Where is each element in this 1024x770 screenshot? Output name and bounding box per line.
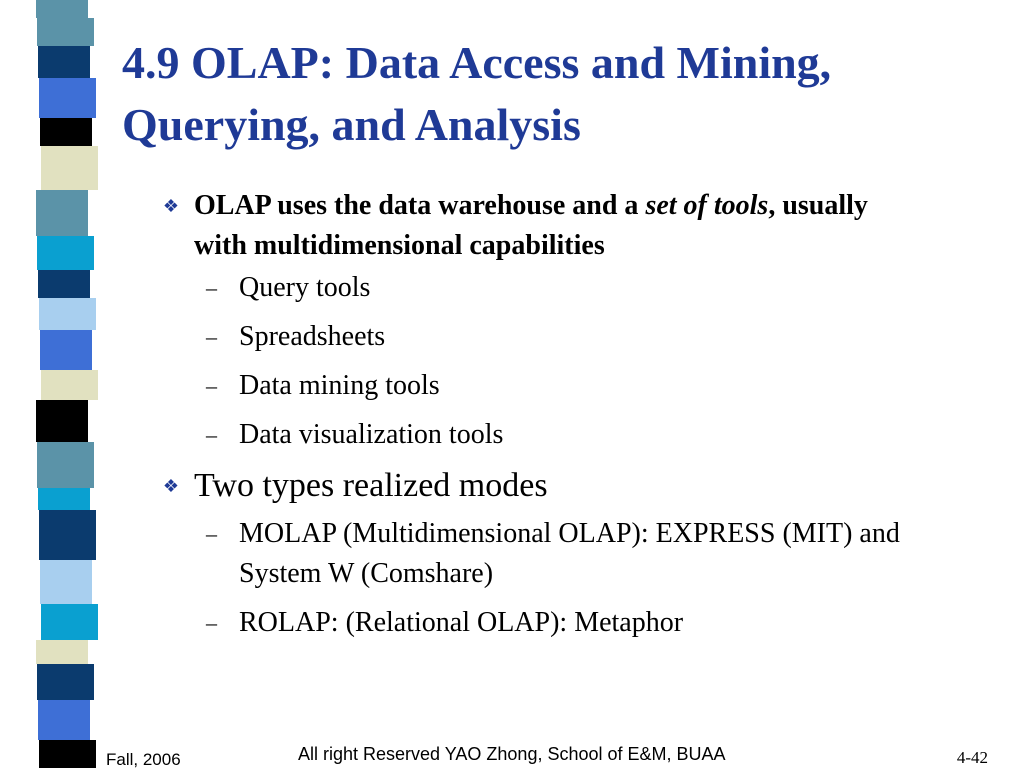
footer-copyright: All right Reserved YAO Zhong, School of E&M, BUAA <box>298 744 726 764</box>
stripe-block <box>41 370 98 400</box>
stripe-block <box>41 604 98 640</box>
dash-bullet-icon: – <box>206 521 217 546</box>
stripe-block <box>37 18 94 46</box>
stripe-block <box>38 270 90 298</box>
slide-number: 4-42 <box>956 748 988 767</box>
stripe-block <box>39 740 96 768</box>
italic-emphasis: set of tools <box>645 190 769 221</box>
dash-bullet-icon: – <box>206 610 217 635</box>
decorative-stripe <box>0 0 110 768</box>
dash-bullet-icon: – <box>206 422 217 447</box>
stripe-block <box>38 488 90 510</box>
footer-date: Fall, 2006 <box>106 750 181 769</box>
sub-list-tools <box>160 268 920 455</box>
dash-bullet-icon: – <box>206 324 217 349</box>
diamond-bullet-icon: ❖ <box>162 196 180 216</box>
stripe-block <box>37 236 94 270</box>
sub-item: – Query tools <box>160 268 920 308</box>
stripe-block <box>36 190 88 236</box>
bullet-olap-tools <box>160 186 920 266</box>
stripe-block <box>40 330 92 370</box>
diamond-bullet-icon: ❖ <box>162 476 180 496</box>
bullet-text: Two types realized modes <box>194 467 548 504</box>
stripe-block <box>38 700 90 740</box>
stripe-block <box>38 46 90 78</box>
sub-item: – Spreadsheets <box>160 317 920 357</box>
stripe-block <box>40 118 92 146</box>
stripe-block <box>41 146 98 190</box>
sub-item: – Data mining tools <box>160 366 920 406</box>
stripe-block <box>39 298 96 330</box>
stripe-block <box>36 400 88 442</box>
stripe-block <box>36 640 88 664</box>
bullet-two-modes <box>160 464 920 508</box>
stripe-block <box>39 510 96 560</box>
slide-title: 4.9 OLAP: Data Access and Mining, Querying, and Analysis <box>122 37 832 150</box>
stripe-block <box>39 78 96 118</box>
sub-list-modes <box>160 514 920 643</box>
dash-bullet-icon: – <box>206 275 217 300</box>
dash-bullet-icon: – <box>206 373 217 398</box>
stripe-block <box>37 442 94 488</box>
bullet-text: OLAP uses the data warehouse and a set of tools, usually with multidimensional capabilities <box>194 190 868 261</box>
slide-content <box>160 186 920 652</box>
sub-item: – MOLAP (Multidimensional OLAP): EXPRESS (MIT) and System W (Comshare) <box>160 514 920 594</box>
sub-item: – Data visualization tools <box>160 415 920 455</box>
stripe-block <box>40 560 92 604</box>
stripe-block <box>36 0 88 18</box>
stripe-block <box>37 664 94 700</box>
sub-item: – ROLAP: (Relational OLAP): Metaphor <box>160 603 920 643</box>
